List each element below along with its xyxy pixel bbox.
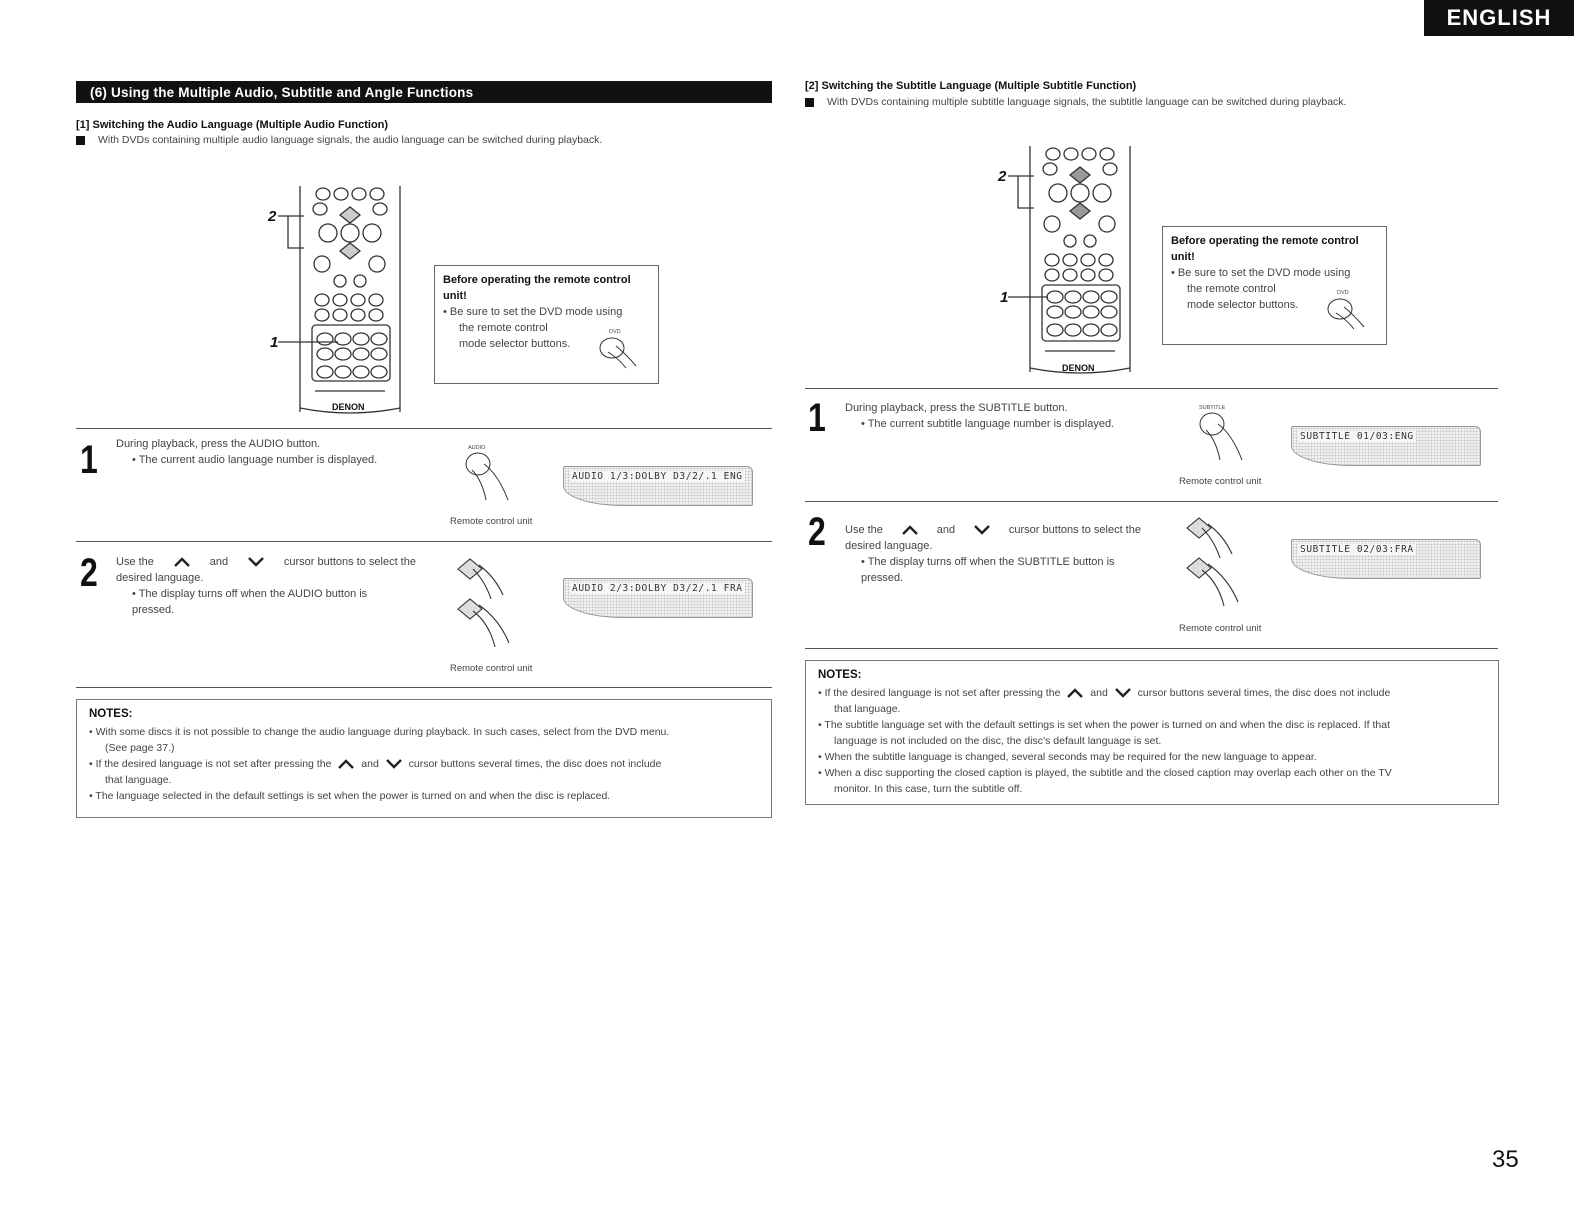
remote-brand-logo: DENON	[1062, 363, 1095, 373]
audio-intro	[76, 134, 602, 146]
subtitle-display-2	[1291, 539, 1481, 579]
cursor-down-icon	[974, 525, 990, 535]
cursor-down-icon	[386, 759, 402, 769]
step-1-bullet: • The current audio language number is displayed.	[132, 454, 378, 466]
step-number: 1	[80, 438, 98, 482]
remote-caption: Remote control unit	[1179, 623, 1262, 634]
audio-intro-text: With DVDs containing multiple audio language signals, the audio language can be switched during playback.	[98, 134, 603, 146]
hand-pressing-cursor-icon	[455, 555, 535, 655]
note-item	[89, 756, 759, 772]
info-box-line: mode selector buttons.	[459, 338, 571, 350]
step-1-text	[845, 400, 1165, 432]
divider	[805, 501, 1498, 502]
audio-notes-box	[76, 699, 772, 818]
audio-heading: [1] Switching the Audio Language (Multiple Audio Function)	[76, 119, 389, 131]
note-item-cont: that language.	[834, 703, 901, 715]
remote-caption: Remote control unit	[450, 663, 533, 674]
note-item: • The subtitle language set with the default settings is set when the power is turned on and when the disc is replaced. If that	[818, 719, 1390, 731]
remote-caption: Remote control unit	[1179, 476, 1262, 487]
subtitle-intro-text: With DVDs containing multiple subtitle language signals, the subtitle language can be switched during playback.	[827, 96, 1347, 108]
notes-title: NOTES:	[89, 708, 133, 720]
hand-pressing-dvd-icon	[596, 334, 646, 374]
audio-display-1	[563, 466, 753, 506]
divider	[805, 648, 1498, 649]
step-2-text-a: Use the	[845, 524, 883, 536]
divider	[805, 388, 1498, 389]
info-box-line: • Be sure to set the DVD mode using	[443, 306, 623, 318]
note-item: • When the subtitle language is changed, several seconds may be required for the new language to appear.	[818, 751, 1317, 763]
subtitle-display-2-text: SUBTITLE 02/03:FRA	[1300, 544, 1414, 555]
subtitle-notes-box	[805, 660, 1499, 805]
remote-brand-logo: DENON	[332, 402, 365, 412]
info-box-line: the remote control	[1187, 283, 1276, 295]
note-text: cursor buttons several times, the disc does not include	[1137, 687, 1391, 699]
subtitle-button-label: SUBTITLE	[1199, 405, 1226, 411]
step-number: 1	[808, 396, 826, 440]
step-2-text-b: cursor buttons to select the	[1008, 524, 1141, 536]
subtitle-display-1	[1291, 426, 1481, 466]
section-title: (6) Using the Multiple Audio, Subtitle and Angle Functions	[76, 81, 772, 103]
cursor-down-icon	[248, 557, 264, 567]
step-2-text-b: cursor buttons to select the	[283, 556, 416, 568]
cursor-up-icon	[174, 557, 190, 567]
step-2-text	[845, 522, 1141, 586]
info-box-line: the remote control	[459, 322, 548, 334]
info-box-title: Before operating the remote control	[1171, 235, 1359, 247]
hand-pressing-cursor-icon	[1184, 514, 1264, 614]
language-tab: ENGLISH	[1424, 0, 1574, 36]
remote-caption: Remote control unit	[450, 516, 533, 527]
subtitle-heading: [2] Switching the Subtitle Language (Multiple Subtitle Function)	[805, 80, 1137, 92]
note-text: cursor buttons several times, the disc does not include	[408, 758, 662, 770]
info-box-line: mode selector buttons.	[1187, 299, 1299, 311]
step-2-text-c: desired language.	[116, 572, 204, 584]
step-2-text	[116, 554, 416, 618]
note-item: • The language selected in the default settings is set when the power is turned on and when the disc is replaced.	[89, 790, 611, 802]
step-2-and: and	[209, 556, 229, 568]
info-box-title: Before operating the remote control	[443, 274, 631, 286]
cursor-down-icon	[1115, 688, 1131, 698]
note-and: and	[361, 758, 379, 770]
step-1-instruction: During playback, press the SUBTITLE button.	[845, 402, 1068, 414]
note-item: • With some discs it is not possible to change the audio language during playback. In such cases, select from the DVD menu.	[89, 726, 670, 738]
subtitle-display-1-text: SUBTITLE 01/03:ENG	[1300, 431, 1414, 442]
hand-pressing-audio-icon	[462, 450, 522, 510]
note-item-cont: (See page 37.)	[105, 742, 175, 754]
audio-display-1-text: AUDIO 1/3:DOLBY D3/2/.1 ENG	[572, 471, 743, 482]
dvd-button-label: DVD	[609, 329, 621, 335]
callout-2: 2	[268, 208, 277, 225]
audio-button-label: AUDIO	[468, 445, 486, 451]
step-1-text	[116, 436, 426, 468]
divider	[76, 541, 772, 542]
callout-1: 1	[1000, 289, 1009, 306]
note-and: and	[1090, 687, 1108, 699]
step-2-bullet: • The display turns off when the SUBTITLE button is	[861, 556, 1115, 568]
hand-pressing-dvd-icon	[1324, 295, 1374, 335]
note-item-cont: language is not included on the disc, the disc’s default language is set.	[834, 735, 1162, 747]
notes-title: NOTES:	[818, 669, 862, 681]
remote-illustration	[990, 142, 1140, 378]
note-item-cont: that language.	[105, 774, 172, 786]
dvd-button-label: DVD	[1337, 290, 1349, 296]
page-number: 35	[1492, 1146, 1519, 1173]
info-box-title-cont: unit!	[1171, 251, 1195, 263]
note-text: • If the desired language is not set after pressing the	[818, 687, 1061, 699]
hand-pressing-subtitle-icon	[1196, 410, 1256, 470]
note-text: • If the desired language is not set after pressing the	[89, 758, 332, 770]
step-2-bullet-cont: pressed.	[132, 604, 175, 616]
step-1-bullet: • The current subtitle language number is displayed.	[861, 418, 1115, 430]
cursor-up-icon	[1067, 688, 1083, 698]
remote-illustration	[260, 182, 410, 418]
step-2-text-a: Use the	[116, 556, 154, 568]
info-box-title-cont: unit!	[443, 290, 467, 302]
cursor-up-icon	[338, 759, 354, 769]
callout-1: 1	[270, 334, 279, 351]
divider	[76, 428, 772, 429]
step-1-instruction: During playback, press the AUDIO button.	[116, 438, 321, 450]
divider	[76, 687, 772, 688]
audio-display-2-text: AUDIO 2/3:DOLBY D3/2/.1 FRA	[572, 583, 743, 594]
bullet-square-icon	[805, 98, 814, 107]
step-number: 2	[808, 510, 826, 554]
info-box-line: • Be sure to set the DVD mode using	[1171, 267, 1351, 279]
callout-2: 2	[998, 168, 1007, 185]
step-2-text-c: desired language.	[845, 540, 933, 552]
bullet-square-icon	[76, 136, 85, 145]
step-2-and: and	[936, 524, 956, 536]
cursor-up-icon	[902, 525, 918, 535]
note-item-cont: monitor. In this case, turn the subtitle off.	[834, 783, 1023, 795]
step-number: 2	[80, 551, 98, 595]
step-2-bullet: • The display turns off when the AUDIO button is	[132, 588, 368, 600]
note-item: • When a disc supporting the closed caption is played, the subtitle and the closed caption may overlap each other on the TV	[818, 767, 1392, 779]
step-2-bullet-cont: pressed.	[861, 572, 904, 584]
note-item	[818, 685, 1486, 701]
audio-display-2	[563, 578, 753, 618]
subtitle-intro	[805, 96, 1346, 108]
